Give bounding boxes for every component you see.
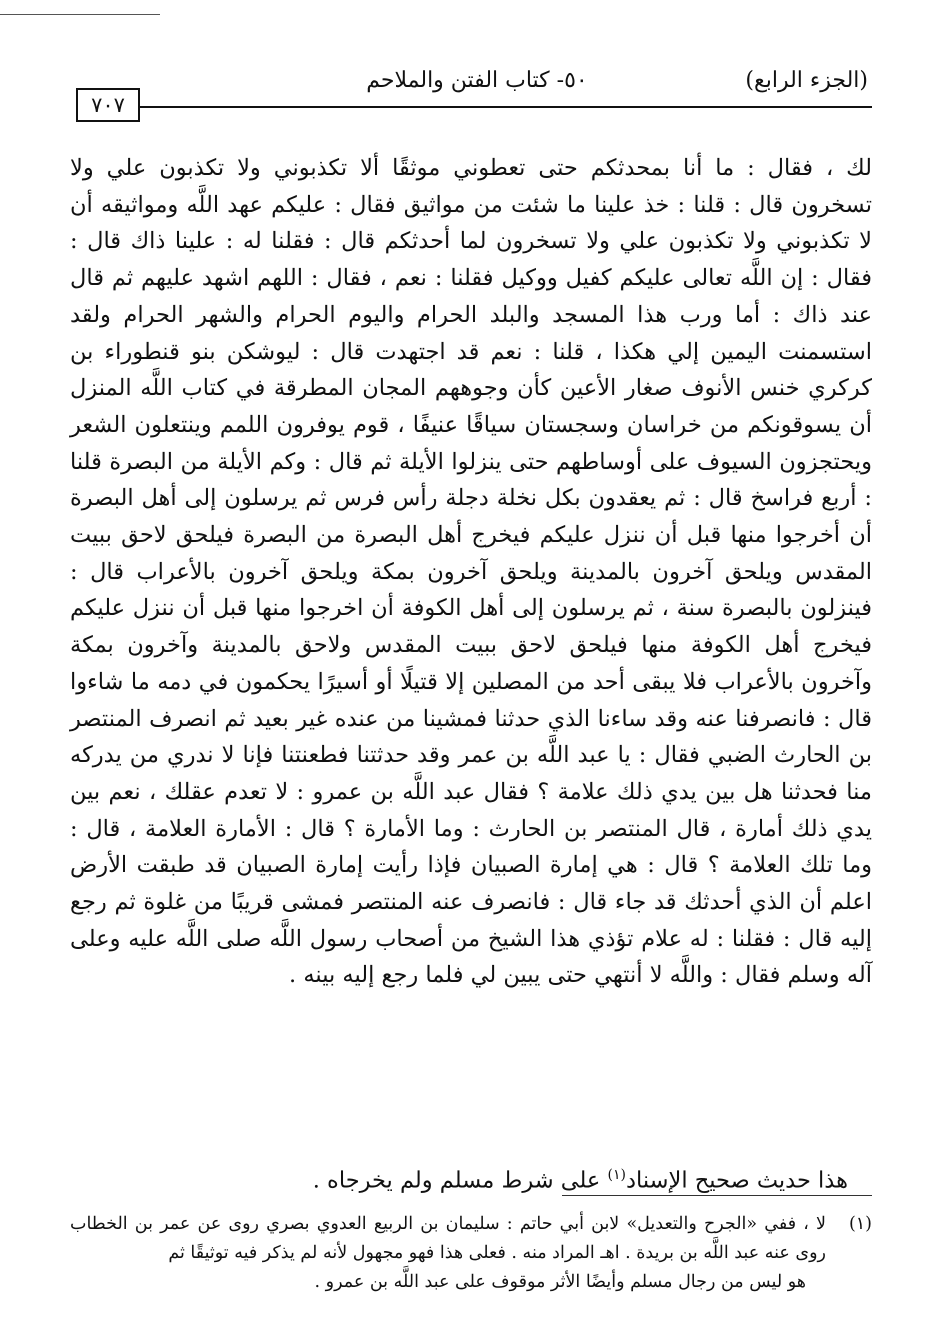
verdict-text-end: على شرط مسلم ولم يخرجاه . [312,1167,608,1194]
footnote-text: لا ، ففي «الجرح والتعديل» لابن أبي حاتم : سليمان بن الربيع العدوي بصري روى عن عمر بن الخطاب روى عنه عبد اللَّه بن بريدة . اهـ المراد منه . فعلى هذا فهو مجهول لأنه لم يذكر فيه توثيقًا ثم [70,1214,826,1263]
volume-label: (الجزء الرابع) [745,68,868,93]
top-margin-rule [0,14,160,15]
page-number-box: ٧٠٧ [76,88,140,122]
hadith-body-text: لك ، فقال : ما أنا بمحدثكم حتى تعطوني موثقًا ألا تكذبوني ولا تكذبون علي ولا تسخرون قال : قلنا : خذ علينا ما شئت من مواثيق فقال : عليكم عهد اللَّه ومواثيقه أن لا تكذبوني ولا تكذبون علي ولا تسخرون لما أحدثكم قال : فقلنا له : علينا ذاك قال : فقال : إن اللَّه تعالى عليكم كفيل ووكيل فقلنا : نعم ، فقال : اللهم اشهد عليهم ثم قال عند ذاك : أما ورب هذا المسجد والبلد الحرام واليوم الحرام والشهر الحرام ولقد استسمنت اليمين إلي هكذا ، قلنا : نعم قد اجتهدت قال : ليوشكن بنو قنطوراء بن كركري خنس الأنوف صغار الأعين كأن وجوههم المجان المطرقة في كتاب اللَّه المنزل أن يسوقونكم من خراسان وسجستان سياقًا عنيفًا ، قوم يوفرون اللمم وينتعلون الشعر ويحتجزون السيوف على أوساطهم حتى ينزلوا الأيلة ثم قال : وكم الأيلة من البصرة قلنا : أربع فراسخ قال : ثم يعقدون بكل نخلة دجلة رأس فرس ثم يرسلون إلى أهل البصرة أن أخرجوا منها قبل أن ننزل عليكم فيخرج أهل البصرة من البصرة فيلحق لاحق ببيت المقدس ويلحق آخرون بالمدينة ويلحق آخرون بمكة ويلحق آخرون بالأعراب قال : فينزلون بالبصرة سنة ، ثم يرسلون إلى أهل الكوفة أن اخرجوا منها قبل أن ننزل عليكم فيخرج أهل الكوفة منها فيلحق لاحق ببيت المقدس ولاحق بالمدينة وآخرون بمكة وآخرون بالأعراب فلا يبقى أحد من المصلين إلا قتيلًا أو أسيرًا يحكمون في دمه ما شاءوا قال : فانصرفنا عنه وقد ساءنا الذي حدثنا فمشينا من عنده غير بعيد ثم انصرف المنتصر بن الحارث الضبي فقال : يا عبد اللَّه بن عمر وقد حدثتنا فطعنتنا فإنا لا ندري من يدركه منا فحدثنا هل بين يدي ذلك علامة ؟ فقال عبد اللَّه بن عمرو : لا تعدم عقلك ، نعم بين يدي ذلك أمارة ، قال المنتصر بن الحارث : وما الأمارة ؟ قال : الأمارة العلامة ، قال : وما تلك العلامة ؟ قال : هي إمارة الصبيان فإذا رأيت إمارة الصبيان قد طبقت الأرض اعلم أن الذي أحدثك قد جاء قال : فانصرف عنه المنتصر فمشى قريبًا من غلوة ثم رجع إليه قال : فقلنا : له علام تؤذي هذا الشيخ من أصحاب رسول اللَّه صلى اللَّه عليه وعلى آله وسلم فقال : واللَّه لا أنتهي حتى يبين لي فلما رجع إليه بينه . [70,155,873,989]
footnote-text-end: هو ليس من رجال مسلم وأيضًا الأثر موقوف على عبد اللَّه بن عمرو . [314,1272,806,1292]
running-head [82,68,872,104]
verdict-text-start: هذا حديث صحيح الإسناد [625,1167,848,1194]
footnote [70,1210,872,1297]
footnote-separator [562,1195,872,1196]
header-rule [82,106,872,108]
hadith-verdict [148,1158,848,1198]
footnote-marker: (١) [848,1214,872,1234]
chapter-title: ٥٠- كتاب الفتن والملاحم [366,68,588,93]
footnote-reference: (١) [607,1167,626,1183]
